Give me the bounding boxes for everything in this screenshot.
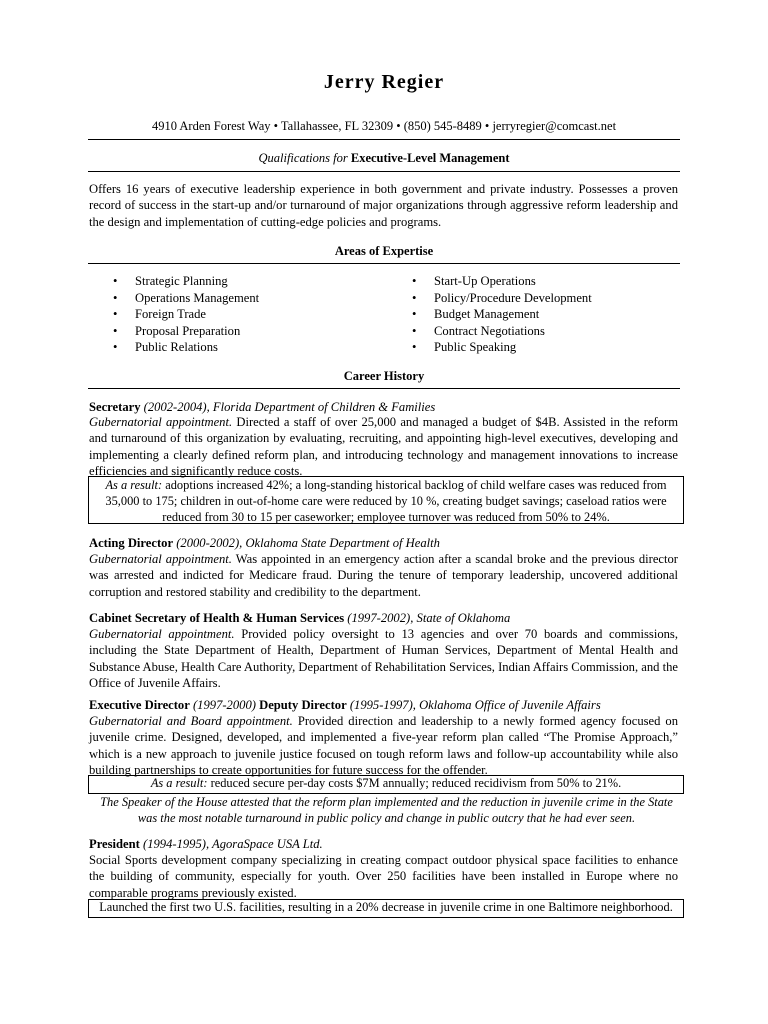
list-item: • Policy/Procedure Development <box>412 290 682 307</box>
job-detail: (1997-2000) <box>192 698 256 712</box>
job-description: Social Sports development company specializing in creating compact outdoor physical space facilities to enhance the building of community, especially for youth. Over 250 facilities have been installed in Europe where no comparable programs previously existed. <box>89 853 678 900</box>
job-title: Executive Director <box>89 698 190 712</box>
expertise-list-right <box>412 273 682 356</box>
job-title: President <box>89 837 140 851</box>
job-heading <box>89 536 689 551</box>
contact-info: 4910 Arden Forest Way • Tallahassee, FL 32309 • (850) 545-8489 • jerryregier@comcast.net <box>151 119 617 133</box>
list-item: • Strategic Planning <box>113 273 373 290</box>
job-heading <box>89 611 689 626</box>
job-title: Secretary <box>89 400 141 414</box>
qualifications-prefix: Qualifications for <box>258 151 348 165</box>
divider <box>88 171 680 172</box>
result-box <box>88 476 684 524</box>
list-item: • Proposal Preparation <box>113 323 373 340</box>
job-intro: Gubernatorial appointment. <box>89 552 232 566</box>
job-heading <box>89 837 689 852</box>
job-description <box>89 551 678 600</box>
job-title: Cabinet Secretary of Health & Human Services <box>89 611 345 625</box>
career-heading: Career History <box>343 369 425 383</box>
job-body: Provided direction and leadership to a newly formed agency focused on juvenile crime. Designed, developed, and implemented a five-year reform plan called “The Promise Approach,” which is a new approach to juvenile justice focused on tough reform laws and follow-up accountability while also building partnerships to create opportunities for future success for the offender. <box>89 714 679 777</box>
job-intro: Gubernatorial and Board appointment. <box>89 714 293 728</box>
job-body: Provided policy oversight to 13 agencies and over 70 boards and commissions, including the State Department of Health, Department of Human Services, Department of Mental Health and Substance Abuse, Health Care Authority, Department of Rehabilitation Services, Indian Affairs Commission, and the Office of Juvenile Affairs. <box>89 627 678 690</box>
result-label: As a result: <box>150 776 208 790</box>
qualifications-title: Executive-Level Management <box>350 151 510 165</box>
job-description <box>89 626 678 691</box>
list-item: • Start-Up Operations <box>412 273 682 290</box>
list-item: • Foreign Trade <box>113 306 373 323</box>
job-description <box>89 414 678 479</box>
qualifications-heading <box>0 151 768 166</box>
job-heading <box>89 400 689 415</box>
job-detail-secondary: (1995-1997), Oklahoma Office of Juvenile Affairs <box>349 698 601 712</box>
job-body: Directed a staff of over 25,000 and managed a budget of $4B. Assisted in the reform and turnaround of this organization by evaluating, recruiting, and appointing high-level executives, developing and implementing a clearly defined reform plan, and introducing technology and management innovations to increase efficiencies and significantly reduce costs. <box>89 415 678 478</box>
result-text: adoptions increased 42%; a long-standing historical backlog of child welfare cases was reduced from 35,000 to 175; children in out-of-home care were reduced by 10 %, creating budget savings; caseload ratios were reduced from 30 to 15 per caseworker; employee turnover was reduced from 50% to 24%. <box>105 478 667 524</box>
job-intro: Gubernatorial appointment. <box>89 627 235 641</box>
expertise-heading: Areas of Expertise <box>334 244 434 258</box>
result-label: As a result: <box>105 478 163 492</box>
divider <box>88 263 680 264</box>
result-box: Launched the first two U.S. facilities, resulting in a 20% decrease in juvenile crime in one Baltimore neighborhood. <box>88 899 684 918</box>
list-item: • Budget Management <box>412 306 682 323</box>
expertise-list-left <box>113 273 373 356</box>
job-detail: (2000-2002), Oklahoma State Department of Health <box>176 536 440 550</box>
list-item: • Contract Negotiations <box>412 323 682 340</box>
result-box <box>88 775 684 794</box>
job-description <box>89 713 678 778</box>
job-detail: (1997-2002), State of Oklahoma <box>347 611 511 625</box>
job-intro: Gubernatorial appointment. <box>89 415 233 429</box>
job-body: Was appointed in an emergency action after a scandal broke and the previous director was arrested and indicted for Medicare fraud. During the tenure of temporary leadership, uncovered additional corruption and restored stability and credibility to the department. <box>89 552 678 599</box>
job-heading <box>89 698 689 713</box>
divider <box>88 139 680 140</box>
job-detail: (2002-2004), Florida Department of Children & Families <box>143 400 436 414</box>
candidate-name: Jerry Regier <box>323 71 445 93</box>
divider <box>88 388 680 389</box>
result-text: reduced secure per-day costs $7M annually; reduced recidivism from 50% to 21%. <box>210 776 622 790</box>
job-detail: (1994-1995), AgoraSpace USA Ltd. <box>143 837 323 851</box>
list-item: • Public Relations <box>113 339 373 356</box>
job-title: Acting Director <box>89 536 174 550</box>
list-item: • Operations Management <box>113 290 373 307</box>
list-item: • Public Speaking <box>412 339 682 356</box>
job-title-secondary: Deputy Director <box>259 698 347 712</box>
summary-paragraph: Offers 16 years of executive leadership experience in both government and private industry. Possesses a proven record of success in the start-up and/or turnaround of major organizations through aggressive reform leadership and the design and implementation of cutting-edge policies and programs. <box>89 182 678 229</box>
testimonial-quote: The Speaker of the House attested that the reform plan implemented and the reduction in juvenile crime in the State was the most notable turnaround in public policy and change in public outcry that he had ever seen. <box>100 795 673 825</box>
